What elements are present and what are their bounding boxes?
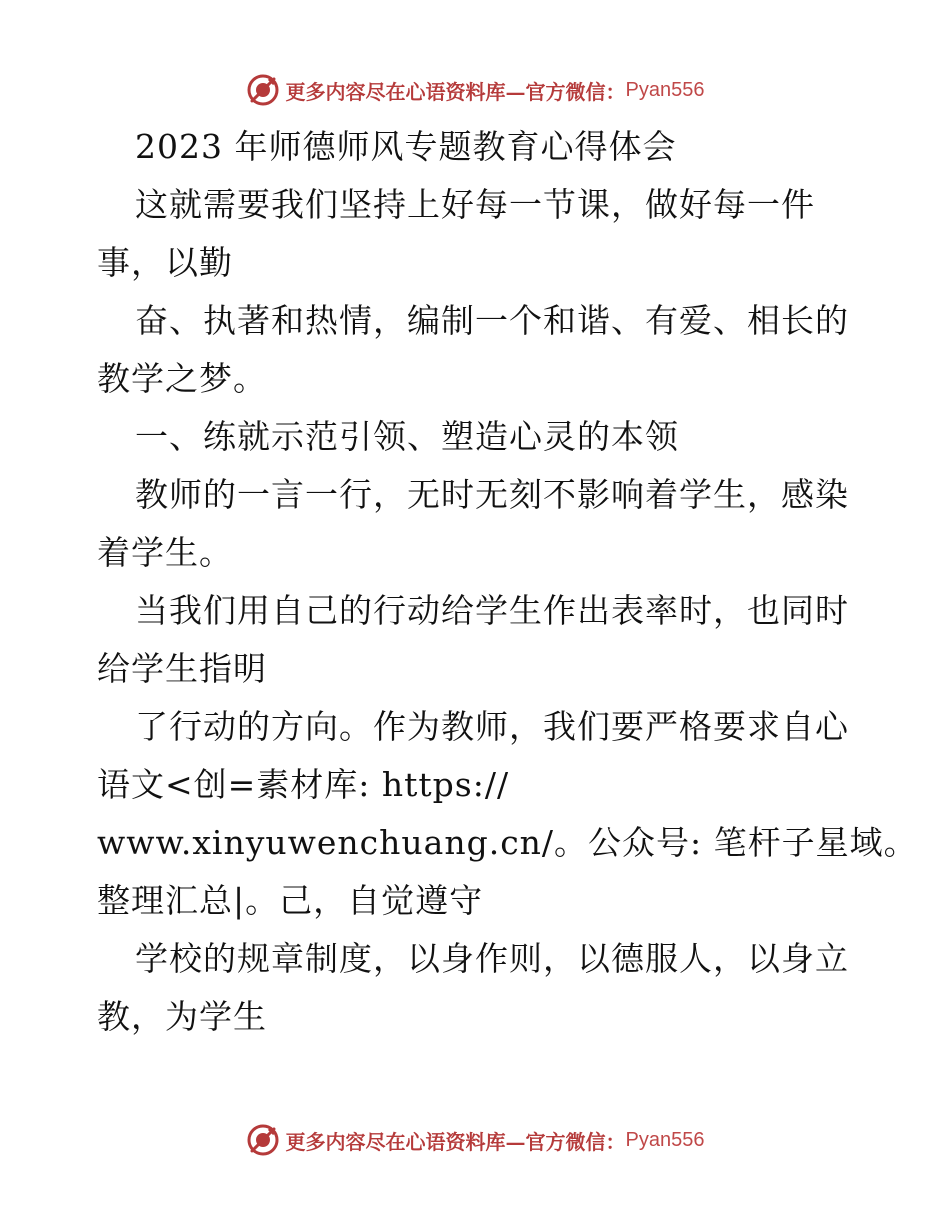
banner-text: 更多内容尽在心语资料库—官方微信： [285,79,626,104]
text-line: 语文<创=素材库: https:// [97,765,510,804]
footer-banner [0,1120,950,1160]
text-line: 教学之梦。 [97,359,267,398]
text-line: www.xinyuwenchuang.cn/。公众号: 笔杆子星域。 [97,823,918,862]
banner-text: 更多内容尽在心语资料库—官方微信： [285,1129,626,1154]
text-line: 着学生。 [97,533,233,572]
text-line: 2023 年师德师风专题教育心得体会 [135,127,677,166]
banner-wechat-id: Pyan556 [625,1128,705,1151]
text-line: 给学生指明 [97,649,267,688]
text-line: 教师的一言一行，无时无刻不影响着学生，感染 [135,475,849,514]
text-line: 奋、执著和热情，编制一个和谐、有爱、相长的 [135,301,849,340]
document-body [97,118,918,1046]
text-line: 教，为学生 [97,997,267,1036]
text-line: 整理汇总|。己，自觉遵守 [97,881,484,920]
text-line: 事，以勤 [97,243,233,282]
text-line: 当我们用自己的行动给学生作出表率时，也同时 [135,591,849,630]
red-circle-pen-logo-icon [246,73,280,107]
banner-wechat-id: Pyan556 [625,78,705,101]
text-line: 了行动的方向。作为教师，我们要严格要求自心 [135,707,849,746]
red-circle-pen-logo-icon [246,1123,280,1157]
header-banner [0,70,950,110]
text-line: 一、练就示范引领、塑造心灵的本领 [135,417,679,456]
text-line: 学校的规章制度，以身作则，以德服人，以身立 [135,939,849,978]
text-line: 这就需要我们坚持上好每一节课，做好每一件 [135,185,815,224]
